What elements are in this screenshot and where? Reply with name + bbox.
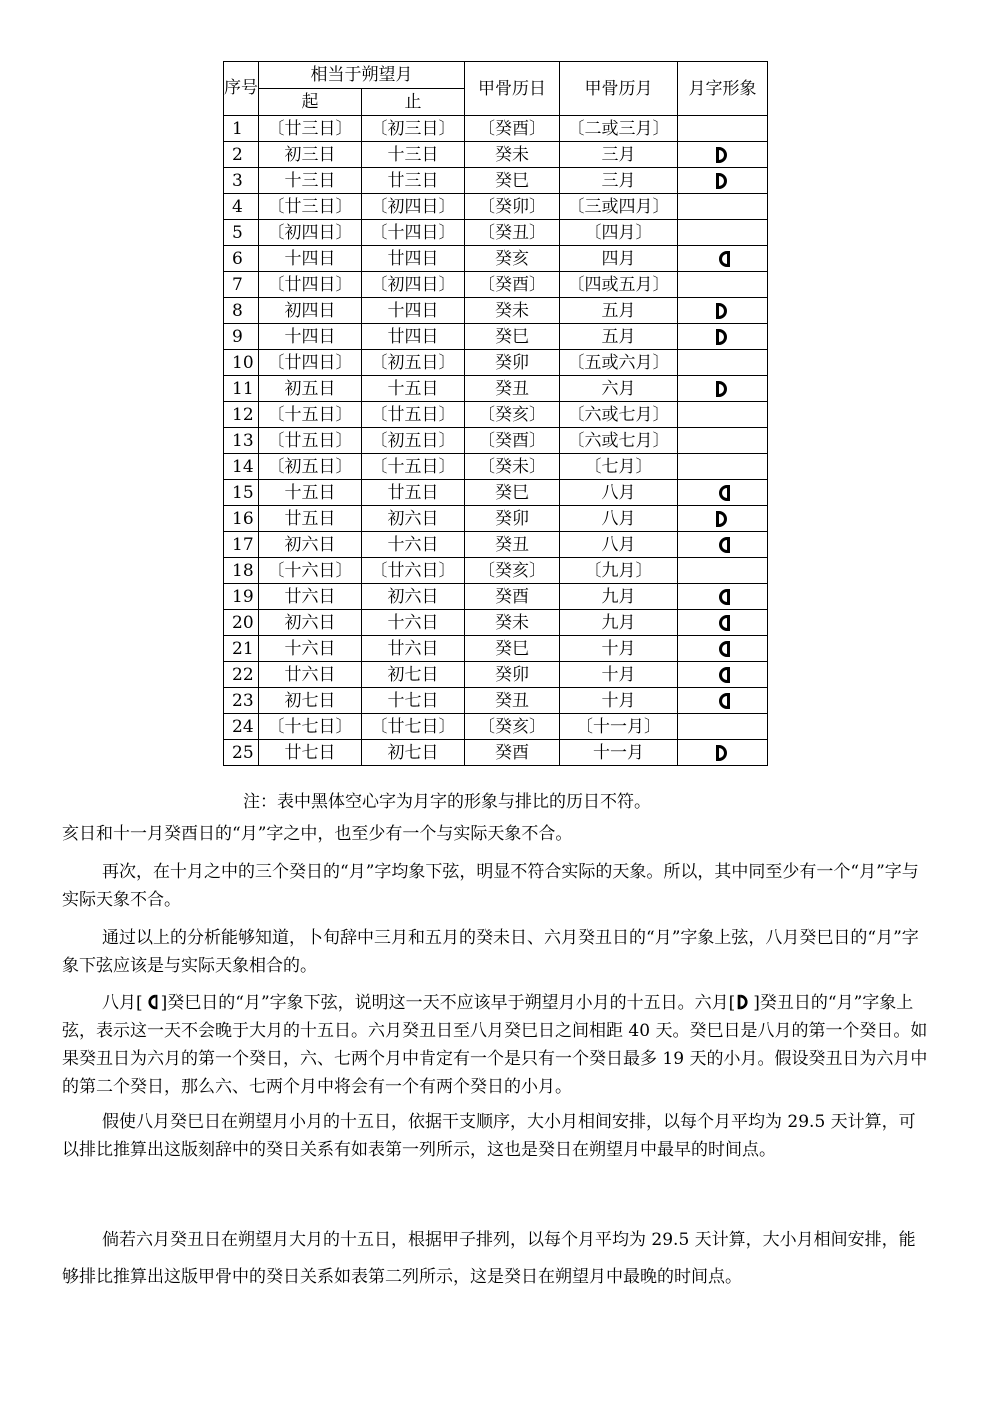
row-number-cell: 23 — [224, 688, 259, 714]
start-date-cell: 廿六日 — [259, 662, 362, 688]
start-date-cell: 〔廿三日〕 — [259, 194, 362, 220]
moon-shape-cell — [678, 350, 768, 376]
waxing-moon-icon — [712, 327, 734, 347]
end-date-cell: 十五日 — [362, 376, 465, 402]
oracle-month-cell: 十一月 — [560, 740, 678, 766]
oracle-day-cell: 癸丑 — [465, 688, 560, 714]
waning-moon-icon — [712, 691, 734, 711]
waning-moon-icon — [143, 993, 161, 1011]
row-number-cell: 21 — [224, 636, 259, 662]
moon-shape-cell — [678, 116, 768, 142]
oracle-day-cell: 癸巳 — [465, 480, 560, 506]
oracle-month-cell: 〔四或五月〕 — [560, 272, 678, 298]
table-row — [224, 168, 768, 194]
oracle-day-cell: 癸未 — [465, 142, 560, 168]
row-number-cell: 5 — [224, 220, 259, 246]
start-date-cell: 廿七日 — [259, 740, 362, 766]
moon-shape-cell — [678, 636, 768, 662]
start-date-cell: 廿六日 — [259, 584, 362, 610]
moon-shape-cell — [678, 376, 768, 402]
calendar-table — [223, 61, 768, 766]
header-end: 止 — [362, 89, 465, 116]
start-date-cell: 十四日 — [259, 324, 362, 350]
start-date-cell: 廿五日 — [259, 506, 362, 532]
row-number-cell: 10 — [224, 350, 259, 376]
waning-moon-icon — [712, 639, 734, 659]
start-date-cell: 初四日 — [259, 298, 362, 324]
table-row — [224, 662, 768, 688]
oracle-month-cell: 八月 — [560, 506, 678, 532]
end-date-cell: 十六日 — [362, 610, 465, 636]
oracle-day-cell: 癸卯 — [465, 662, 560, 688]
oracle-day-cell: 〔癸酉〕 — [465, 116, 560, 142]
start-date-cell: 十五日 — [259, 480, 362, 506]
end-date-cell: 〔十四日〕 — [362, 220, 465, 246]
header-oracle-day: 甲骨历日 — [465, 62, 560, 116]
table-row — [224, 116, 768, 142]
table-row — [224, 610, 768, 636]
row-number-cell: 16 — [224, 506, 259, 532]
end-date-cell: 廿四日 — [362, 324, 465, 350]
table-row — [224, 246, 768, 272]
row-number-cell: 25 — [224, 740, 259, 766]
table-note: 注：表中黑体空心字为月字的形象与排比的历日不符。 — [243, 792, 651, 812]
oracle-month-cell: 〔六或七月〕 — [560, 428, 678, 454]
moon-shape-cell — [678, 142, 768, 168]
header-seq: 序号 — [224, 62, 259, 116]
table-row — [224, 376, 768, 402]
row-number-cell: 4 — [224, 194, 259, 220]
start-date-cell: 〔十六日〕 — [259, 558, 362, 584]
waning-moon-icon — [712, 587, 734, 607]
waxing-moon-icon — [712, 379, 734, 399]
oracle-day-cell: 癸巳 — [465, 636, 560, 662]
start-date-cell: 〔十七日〕 — [259, 714, 362, 740]
header-lunar-month: 相当于朔望月 — [259, 62, 465, 89]
row-number-cell: 6 — [224, 246, 259, 272]
table-row — [224, 220, 768, 246]
waxing-moon-icon — [712, 743, 734, 763]
row-number-cell: 22 — [224, 662, 259, 688]
oracle-day-cell: 癸酉 — [465, 584, 560, 610]
waning-moon-icon — [712, 249, 734, 269]
oracle-month-cell: 三月 — [560, 168, 678, 194]
oracle-month-cell: 四月 — [560, 246, 678, 272]
start-date-cell: 〔廿四日〕 — [259, 272, 362, 298]
row-number-cell: 9 — [224, 324, 259, 350]
moon-shape-cell — [678, 454, 768, 480]
table-row — [224, 584, 768, 610]
oracle-day-cell: 癸卯 — [465, 506, 560, 532]
oracle-day-cell: 癸未 — [465, 298, 560, 324]
paragraph-1: 亥日和十一月癸酉日的“月”字之中，也至少有一个与实际天象不合。 — [62, 824, 573, 844]
end-date-cell: 廿三日 — [362, 168, 465, 194]
end-date-cell: 十七日 — [362, 688, 465, 714]
oracle-month-cell: 三月 — [560, 142, 678, 168]
end-date-cell: 廿六日 — [362, 636, 465, 662]
moon-shape-cell — [678, 480, 768, 506]
row-number-cell: 1 — [224, 116, 259, 142]
end-date-cell: 初七日 — [362, 740, 465, 766]
oracle-month-cell: 九月 — [560, 584, 678, 610]
moon-shape-cell — [678, 714, 768, 740]
paragraph-3: 通过以上的分析能够知道，卜旬辞中三月和五月的癸未日、六月癸丑日的“月”字象上弦，八月癸巳日的“月”字象下弦应该是与实际天象相合的。 — [62, 928, 919, 976]
moon-shape-cell — [678, 194, 768, 220]
moon-shape-cell — [678, 610, 768, 636]
row-number-cell: 19 — [224, 584, 259, 610]
row-number-cell: 15 — [224, 480, 259, 506]
oracle-month-cell: 〔七月〕 — [560, 454, 678, 480]
table-row — [224, 324, 768, 350]
end-date-cell: 十六日 — [362, 532, 465, 558]
paragraph-4-part-b: ]癸巳日的“月”字象下弦，说明这一天不应该早于朔望月小月的十五日。六月[ — [160, 993, 736, 1013]
moon-shape-cell — [678, 298, 768, 324]
moon-shape-cell — [678, 220, 768, 246]
end-date-cell: 〔廿六日〕 — [362, 558, 465, 584]
oracle-day-cell: 癸巳 — [465, 168, 560, 194]
oracle-month-cell: 八月 — [560, 532, 678, 558]
waning-moon-icon — [712, 613, 734, 633]
moon-shape-cell — [678, 558, 768, 584]
row-number-cell: 8 — [224, 298, 259, 324]
end-date-cell: 十四日 — [362, 298, 465, 324]
table-row — [224, 636, 768, 662]
paragraph-4-part-c: ]癸丑日的“月”字象上弦，表示这一天不会晚于大月的十五日。六月癸丑日至八月癸巳日之间相距 40 天。癸巳日是八月的第一个癸日。如果癸丑日为六月的第一个癸日，六、七两个月中肯定有一个是只有一个癸日最多 19 天的小月。假设癸丑日为六月中的第二个癸日，那么六、七两个月中将会有一个有两个癸日的小月。 — [62, 993, 928, 1097]
moon-shape-cell — [678, 688, 768, 714]
paragraph-2: 再次，在十月之中的三个癸日的“月”字均象下弦，明显不符合实际的天象。所以，其中同至少有一个“月”字与实际天象不合。 — [62, 862, 919, 910]
oracle-month-cell: 〔四月〕 — [560, 220, 678, 246]
waxing-moon-icon — [735, 993, 753, 1011]
header-moon-shape: 月字形象 — [678, 62, 768, 116]
oracle-day-cell: 癸丑 — [465, 376, 560, 402]
table-row — [224, 428, 768, 454]
moon-shape-cell — [678, 272, 768, 298]
start-date-cell: 〔初五日〕 — [259, 454, 362, 480]
row-number-cell: 11 — [224, 376, 259, 402]
table-row — [224, 454, 768, 480]
oracle-day-cell: 〔癸未〕 — [465, 454, 560, 480]
row-number-cell: 20 — [224, 610, 259, 636]
paragraph-4-part-a: 八月[ — [102, 993, 143, 1013]
paragraph-5: 假使八月癸巳日在朔望月小月的十五日，依据干支顺序，大小月相间安排，以每个月平均为 29.5 天计算，可以排比推算出这版刻辞中的癸日关系有如表第一列所示，这也是癸日在朔望月中最早的时间点。 — [62, 1112, 916, 1160]
moon-shape-cell — [678, 662, 768, 688]
oracle-month-cell: 九月 — [560, 610, 678, 636]
header-start: 起 — [259, 89, 362, 116]
header-oracle-month: 甲骨历月 — [560, 62, 678, 116]
oracle-month-cell: 〔九月〕 — [560, 558, 678, 584]
waxing-moon-icon — [712, 145, 734, 165]
start-date-cell: 十六日 — [259, 636, 362, 662]
start-date-cell: 初三日 — [259, 142, 362, 168]
start-date-cell: 〔初四日〕 — [259, 220, 362, 246]
table-row — [224, 272, 768, 298]
moon-shape-cell — [678, 246, 768, 272]
table-row — [224, 532, 768, 558]
row-number-cell: 2 — [224, 142, 259, 168]
waxing-moon-icon — [712, 171, 734, 191]
oracle-day-cell: 癸巳 — [465, 324, 560, 350]
oracle-month-cell: 五月 — [560, 298, 678, 324]
moon-shape-cell — [678, 532, 768, 558]
end-date-cell: 〔初四日〕 — [362, 194, 465, 220]
end-date-cell: 初六日 — [362, 506, 465, 532]
start-date-cell: 〔廿三日〕 — [259, 116, 362, 142]
oracle-day-cell: 〔癸亥〕 — [465, 558, 560, 584]
table-row — [224, 298, 768, 324]
table-row — [224, 350, 768, 376]
moon-shape-cell — [678, 402, 768, 428]
end-date-cell: 〔初五日〕 — [362, 350, 465, 376]
end-date-cell: 〔初三日〕 — [362, 116, 465, 142]
start-date-cell: 初五日 — [259, 376, 362, 402]
oracle-month-cell: 〔五或六月〕 — [560, 350, 678, 376]
oracle-month-cell: 十月 — [560, 688, 678, 714]
row-number-cell: 24 — [224, 714, 259, 740]
row-number-cell: 18 — [224, 558, 259, 584]
oracle-month-cell: 十月 — [560, 662, 678, 688]
end-date-cell: 廿四日 — [362, 246, 465, 272]
oracle-day-cell: 〔癸卯〕 — [465, 194, 560, 220]
oracle-day-cell: 癸未 — [465, 610, 560, 636]
oracle-day-cell: 〔癸亥〕 — [465, 714, 560, 740]
oracle-month-cell: 〔三或四月〕 — [560, 194, 678, 220]
oracle-month-cell: 六月 — [560, 376, 678, 402]
waning-moon-icon — [712, 535, 734, 555]
row-number-cell: 3 — [224, 168, 259, 194]
start-date-cell: 初六日 — [259, 532, 362, 558]
moon-shape-cell — [678, 428, 768, 454]
table-row — [224, 688, 768, 714]
row-number-cell: 12 — [224, 402, 259, 428]
oracle-month-cell: 五月 — [560, 324, 678, 350]
oracle-day-cell: 癸亥 — [465, 246, 560, 272]
table-row — [224, 506, 768, 532]
end-date-cell: 廿五日 — [362, 480, 465, 506]
end-date-cell: 〔廿五日〕 — [362, 402, 465, 428]
start-date-cell: 〔廿四日〕 — [259, 350, 362, 376]
oracle-day-cell: 〔癸亥〕 — [465, 402, 560, 428]
waxing-moon-icon — [712, 301, 734, 321]
end-date-cell: 初六日 — [362, 584, 465, 610]
table-body — [224, 116, 768, 766]
oracle-month-cell: 〔六或七月〕 — [560, 402, 678, 428]
start-date-cell: 初六日 — [259, 610, 362, 636]
start-date-cell: 十三日 — [259, 168, 362, 194]
moon-shape-cell — [678, 506, 768, 532]
table-row — [224, 558, 768, 584]
moon-shape-cell — [678, 584, 768, 610]
paragraph-6: 倘若六月癸丑日在朔望月大月的十五日，根据甲子排列，以每个月平均为 29.5 天计算，大小月相间安排，能够排比推算出这版甲骨中的癸日关系如表第二列所示，这是癸日在朔望月中最晚的时间点。 — [62, 1230, 916, 1287]
oracle-day-cell: 〔癸丑〕 — [465, 220, 560, 246]
start-date-cell: 〔十五日〕 — [259, 402, 362, 428]
end-date-cell: 〔初四日〕 — [362, 272, 465, 298]
moon-shape-cell — [678, 168, 768, 194]
table-row — [224, 480, 768, 506]
oracle-day-cell: 〔癸酉〕 — [465, 272, 560, 298]
end-date-cell: 〔初五日〕 — [362, 428, 465, 454]
end-date-cell: 〔廿七日〕 — [362, 714, 465, 740]
end-date-cell: 十三日 — [362, 142, 465, 168]
end-date-cell: 初七日 — [362, 662, 465, 688]
oracle-day-cell: 癸酉 — [465, 740, 560, 766]
moon-shape-cell — [678, 740, 768, 766]
table-row — [224, 142, 768, 168]
waxing-moon-icon — [712, 509, 734, 529]
oracle-day-cell: 癸卯 — [465, 350, 560, 376]
oracle-month-cell: 十月 — [560, 636, 678, 662]
oracle-month-cell: 八月 — [560, 480, 678, 506]
table-row — [224, 740, 768, 766]
row-number-cell: 13 — [224, 428, 259, 454]
start-date-cell: 〔廿五日〕 — [259, 428, 362, 454]
table-row — [224, 402, 768, 428]
oracle-day-cell: 〔癸酉〕 — [465, 428, 560, 454]
paragraph-4 — [62, 989, 932, 1101]
row-number-cell: 17 — [224, 532, 259, 558]
waning-moon-icon — [712, 665, 734, 685]
row-number-cell: 14 — [224, 454, 259, 480]
start-date-cell: 初七日 — [259, 688, 362, 714]
table-row — [224, 714, 768, 740]
table-row — [224, 194, 768, 220]
moon-shape-cell — [678, 324, 768, 350]
oracle-month-cell: 〔十一月〕 — [560, 714, 678, 740]
row-number-cell: 7 — [224, 272, 259, 298]
end-date-cell: 〔十五日〕 — [362, 454, 465, 480]
waning-moon-icon — [712, 483, 734, 503]
oracle-day-cell: 癸丑 — [465, 532, 560, 558]
oracle-month-cell: 〔二或三月〕 — [560, 116, 678, 142]
start-date-cell: 十四日 — [259, 246, 362, 272]
